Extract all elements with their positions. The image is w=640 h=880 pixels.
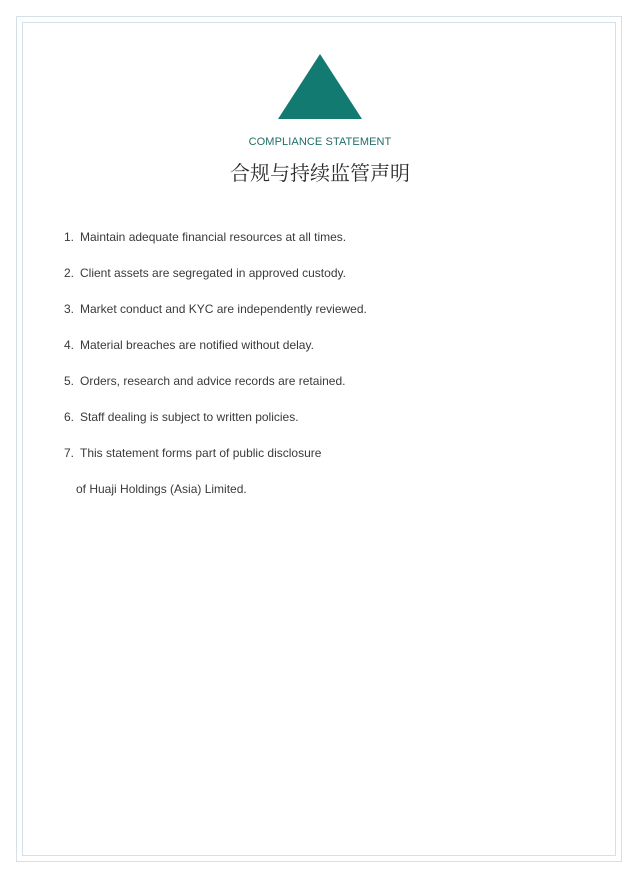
list-item-number: 2. (64, 266, 75, 280)
document-subtitle: COMPLIANCE STATEMENT (248, 136, 392, 148)
list-item (64, 300, 584, 336)
list-item-continuation: of Huaji Holdings (Asia) Limited. (76, 482, 247, 496)
list-item (64, 408, 584, 444)
list-item (64, 372, 584, 408)
list-item-text: Maintain adequate financial resources at all times. (80, 230, 347, 244)
list-item-text: This statement forms part of public disclosure (80, 446, 322, 460)
list-item-text: Market conduct and KYC are independently reviewed. (80, 302, 367, 316)
list-item-text: Orders, research and advice records are retained. (80, 374, 346, 388)
list-item-number: 5. (64, 374, 75, 388)
list-item-number: 3. (64, 302, 75, 316)
list-item-text: Client assets are segregated in approved custody. (80, 266, 346, 280)
list-item-text: Material breaches are notified without delay. (80, 338, 314, 352)
list-item-number: 4. (64, 338, 75, 352)
list-item-number: 6. (64, 410, 75, 424)
list-item (64, 336, 584, 372)
list-item (64, 444, 584, 480)
list-item (64, 228, 584, 264)
document-title: 合规与持续监管声明 (230, 161, 410, 185)
list-item-number: 7. (64, 446, 75, 460)
list-item-number: 1. (64, 230, 75, 244)
list-item (64, 264, 584, 300)
statement-list (64, 228, 584, 480)
teal-triangle-icon (278, 54, 362, 119)
list-item-text: Staff dealing is subject to written policies. (80, 410, 299, 424)
